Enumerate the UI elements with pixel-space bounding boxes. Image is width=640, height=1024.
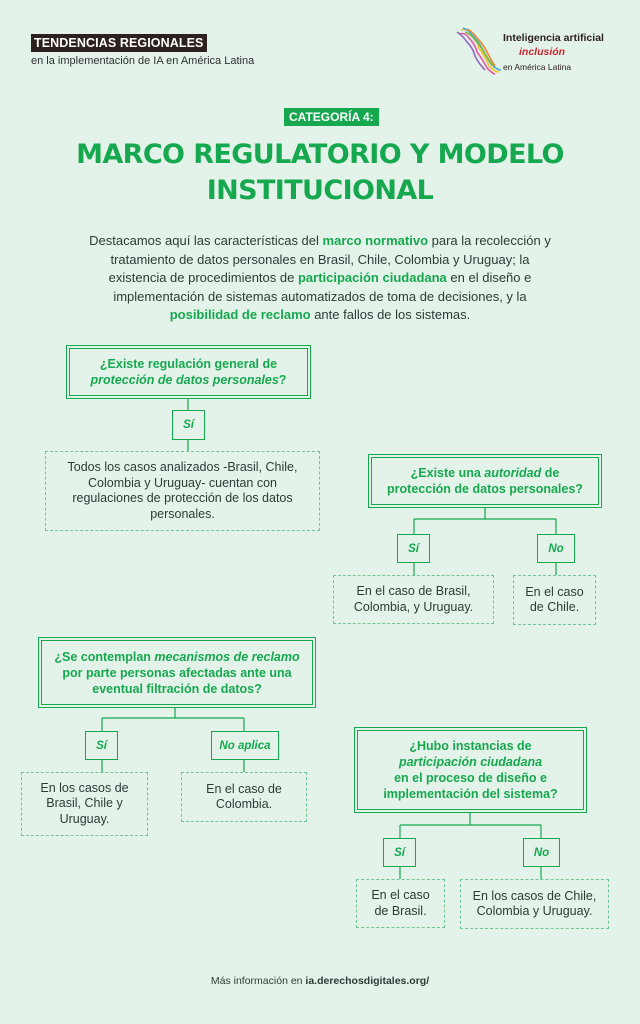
q2-yes-tag: Sí (397, 534, 430, 563)
q3-no-tag: No aplica (211, 731, 279, 760)
intro-highlight-participacion: participación ciudadana (297, 270, 447, 285)
footer-link[interactable]: ia.derechosdigitales.org/ (305, 975, 430, 987)
q4-no-answer: En los casos de Chile, Colombia y Uruguay. (460, 879, 609, 929)
intro-highlight-reclamo: posibilidad de reclamo (169, 307, 311, 322)
question-box-complaints: ¿Se contemplan mecanismos de reclamo por parte personas afectadas ante una eventual filtración de datos? (41, 640, 313, 705)
logo-text-line3: en América Latina (503, 62, 572, 72)
q4-yes-answer: En el caso de Brasil. (356, 879, 445, 928)
q3-yes-tag: Sí (85, 731, 118, 760)
q4-yes-tag: Sí (383, 838, 416, 867)
category-badge: CATEGORÍA 4: (284, 108, 379, 126)
q1-yes-answer: Todos los casos analizados -Brasil, Chile, Colombia y Uruguay- cuentan con regulaciones de protección de los datos personales. (45, 451, 320, 531)
q3-no-answer: En el caso de Colombia. (181, 772, 307, 822)
intro-highlight-marco: marco normativo (322, 233, 429, 248)
question-box-regulation: ¿Existe regulación general de protección de datos personales? (69, 348, 308, 396)
q4-no-tag: No (523, 838, 560, 867)
footer-text: Más información en ia.derechosdigitales.org/ (210, 975, 430, 987)
q2-yes-answer: En el caso de Brasil, Colombia, y Uruguay. (333, 575, 494, 624)
question-box-authority: ¿Existe una autoridad de protección de datos personales? (371, 457, 599, 505)
logo-text-line1: Inteligencia artificial (503, 32, 604, 44)
page-title: MARCO REGULATORIO Y MODELO INSTITUCIONAL (76, 139, 564, 206)
q2-no-answer: En el caso de Chile. (513, 575, 596, 625)
q3-yes-answer: En los casos de Brasil, Chile y Uruguay. (21, 772, 148, 836)
intro-paragraph: Destacamos aquí las características del marco normativo para la recolección y tratamiento de datos personales en Brasil, Chile, Colombia y Uruguay; la existencia de procedimientos de participación ciudadana en el diseño e implementación de sistemas automatizados de toma de decisiones, y la posibilidad de reclamo ante fallos de los sistemas. (89, 233, 551, 322)
logo-text-line2: inclusión (519, 46, 566, 58)
q1-yes-tag: Sí (172, 410, 205, 440)
question-box-participation: ¿Hubo instancias de participación ciudadana en el proceso de diseño e implementación del sistema? (357, 730, 584, 810)
header-subtitle: en la implementación de IA en América Latina (31, 55, 255, 67)
q2-no-tag: No (537, 534, 575, 563)
header-tag: TENDENCIAS REGIONALES (31, 34, 207, 52)
